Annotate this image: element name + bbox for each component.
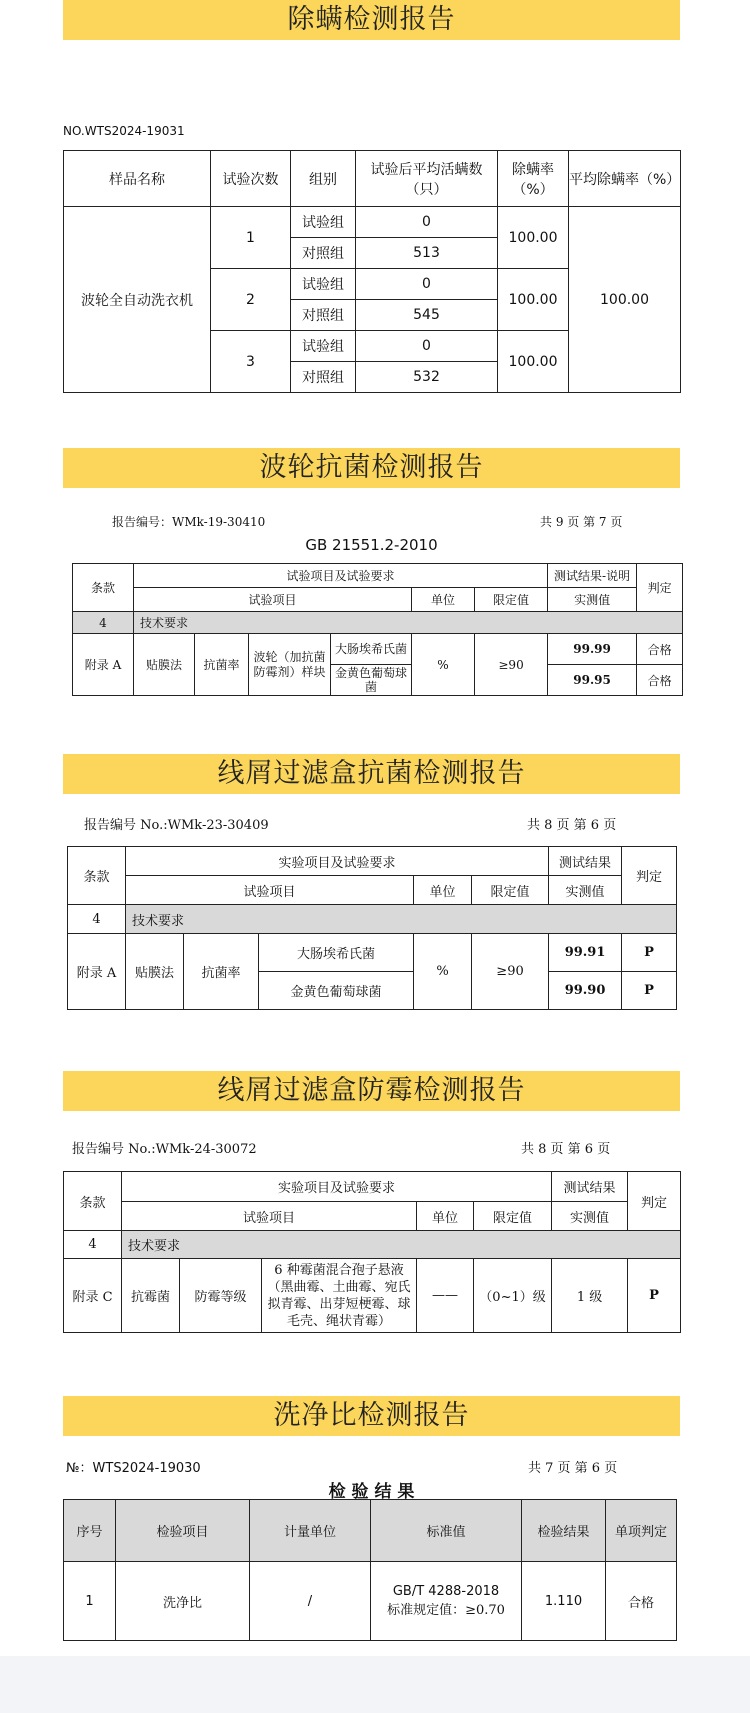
trial-rate: 100.00 [498,207,569,269]
test-count: 0 [356,269,498,300]
header-items-requirements: 实验项目及试验要求 [126,847,549,876]
wash-ratio-report-title: 洗净比检测报告 [63,1396,680,1436]
filter-antibacterial-table [67,846,677,1010]
header-avg-mites: 试验后平均活螨数（只） [356,151,498,207]
header-standard: 标准值 [371,1500,522,1562]
unit: % [414,934,472,1010]
test-count: 0 [356,207,498,238]
sample: 波轮（加抗菌防霉剂）样块 [249,634,331,696]
method: 贴膜法 [134,634,195,696]
group-test: 试验组 [291,207,356,238]
measured-value: 99.90 [549,972,622,1010]
bacteria-ecoli: 大肠埃希氏菌 [331,634,412,665]
header-no: 序号 [64,1500,116,1562]
header-result: 测试结果-说明 [548,564,637,588]
clause-number: 4 [73,612,134,634]
group-control: 对照组 [291,362,356,393]
judgement: P [622,934,677,972]
antibacterial-report-table [72,563,683,696]
page-count: 共 9 页 第 7 页 [540,515,623,529]
header-item: 试验项目 [126,876,414,905]
control-count: 532 [356,362,498,393]
trial-rate: 100.00 [498,269,569,331]
header-measured: 实测值 [548,588,637,612]
trial-rate: 100.00 [498,331,569,393]
header-clause: 条款 [64,1172,122,1231]
footer-band [0,1656,750,1713]
group-control: 对照组 [291,300,356,331]
header-unit: 单位 [417,1202,474,1231]
header-clause: 条款 [68,847,126,905]
judgement: P [628,1259,681,1333]
judgement: 合格 [606,1562,677,1641]
judgement: 合格 [637,634,683,665]
limit: ≥90 [475,634,548,696]
result-value: 1.110 [522,1562,606,1641]
header-unit: 单位 [412,588,475,612]
unit: % [412,634,475,696]
standard-value [371,1562,522,1641]
filter-mildew-table [63,1171,681,1333]
measured-value: 1 级 [552,1259,628,1333]
header-item: 试验项目 [122,1202,417,1231]
header-result: 测试结果 [552,1172,628,1202]
bacteria-staph: 金黄色葡萄球菌 [259,972,414,1010]
tech-requirements: 技术要求 [134,612,683,634]
test-count: 0 [356,331,498,362]
control-count: 545 [356,300,498,331]
property: 抗霉菌 [122,1259,180,1333]
unit: / [250,1562,371,1641]
header-judge: 判定 [622,847,677,905]
header-result: 测试结果 [549,847,622,876]
measured-value: 99.91 [549,934,622,972]
bacteria-staph: 金黄色葡萄球菌 [331,665,412,696]
header-limit: 限定值 [474,1202,552,1231]
header-item: 检验项目 [116,1500,250,1562]
method: 贴膜法 [126,934,184,1010]
mite-report-table [63,150,681,393]
results-subtitle: 检 验 结 果 [328,1482,415,1502]
average-rate: 100.00 [569,207,681,393]
appendix: 附录 C [64,1259,122,1333]
trial-number: 2 [211,269,291,331]
report-number: 报告编号：WMk-19-30410 [112,515,266,529]
grade-type: 防霉等级 [180,1259,262,1333]
measured-value: 99.95 [548,665,637,696]
header-items-requirements: 实验项目及试验要求 [122,1172,552,1202]
item-name: 洗净比 [116,1562,250,1641]
mite-report-title: 除螨检测报告 [63,0,680,40]
test-description: 6 种霉菌混合孢子悬液（黑曲霉、土曲霉、宛氏拟青霉、出芽短梗霉、球毛壳、绳状青霉） [262,1259,417,1333]
header-judge: 判定 [628,1172,681,1231]
property: 抗菌率 [184,934,259,1010]
measured-value: 99.99 [548,634,637,665]
header-group: 组别 [291,151,356,207]
standard-code: GB/T 4288-2018 [392,1584,500,1599]
bacteria-ecoli: 大肠埃希氏菌 [259,934,414,972]
judgement: P [622,972,677,1010]
sample-name: 波轮全自动洗衣机 [64,207,211,393]
report-number: 报告编号 No.:WMk-24-30072 [72,1142,257,1157]
antibacterial-report-title: 波轮抗菌检测报告 [63,448,680,488]
header-sample: 样品名称 [64,151,211,207]
group-control: 对照组 [291,238,356,269]
page-count: 共 8 页 第 6 页 [527,818,617,833]
property: 抗菌率 [195,634,249,696]
header-judge: 判定 [637,564,683,612]
trial-number: 3 [211,331,291,393]
header-times: 试验次数 [211,151,291,207]
standard-code: GB 21551.2-2010 [305,536,438,554]
header-measured: 实测值 [552,1202,628,1231]
header-item: 试验项目 [134,588,412,612]
header-rate: 除螨率（%） [498,151,569,207]
header-clause: 条款 [73,564,134,612]
filter-mildew-report-title: 线屑过滤盒防霉检测报告 [63,1071,680,1111]
header-unit: 单位 [414,876,472,905]
limit: ≥90 [472,934,549,1010]
page-count: 共 7 页 第 6 页 [528,1461,618,1476]
header-limit: 限定值 [472,876,549,905]
header-unit: 计量单位 [250,1500,371,1562]
trial-number: 1 [211,207,291,269]
tech-requirements: 技术要求 [126,905,677,934]
filter-antibacterial-report-title: 线屑过滤盒抗菌检测报告 [63,754,680,794]
group-test: 试验组 [291,269,356,300]
header-judge: 单项判定 [606,1500,677,1562]
tech-requirements: 技术要求 [122,1231,681,1259]
unit: —— [417,1259,474,1333]
limit: （0~1）级 [474,1259,552,1333]
appendix: 附录 A [68,934,126,1010]
group-test: 试验组 [291,331,356,362]
judgement: 合格 [637,665,683,696]
report-number: №：WTS2024-19030 [66,1461,201,1476]
standard-requirement: 标准规定值：≥0.70 [387,1603,505,1618]
report-number: 报告编号 No.:WMk-23-30409 [84,818,269,833]
clause-number: 4 [64,1231,122,1259]
header-measured: 实测值 [549,876,622,905]
header-avg-rate: 平均除螨率（%） [569,151,681,207]
clause-number: 4 [68,905,126,934]
header-limit: 限定值 [475,588,548,612]
wash-ratio-table [63,1499,677,1641]
page-count: 共 8 页 第 6 页 [521,1142,611,1157]
control-count: 513 [356,238,498,269]
appendix: 附录 A [73,634,134,696]
row-number: 1 [64,1562,116,1641]
header-result: 检验结果 [522,1500,606,1562]
mite-report-number: NO.WTS2024-19031 [63,124,185,138]
header-items-requirements: 试验项目及试验要求 [134,564,548,588]
